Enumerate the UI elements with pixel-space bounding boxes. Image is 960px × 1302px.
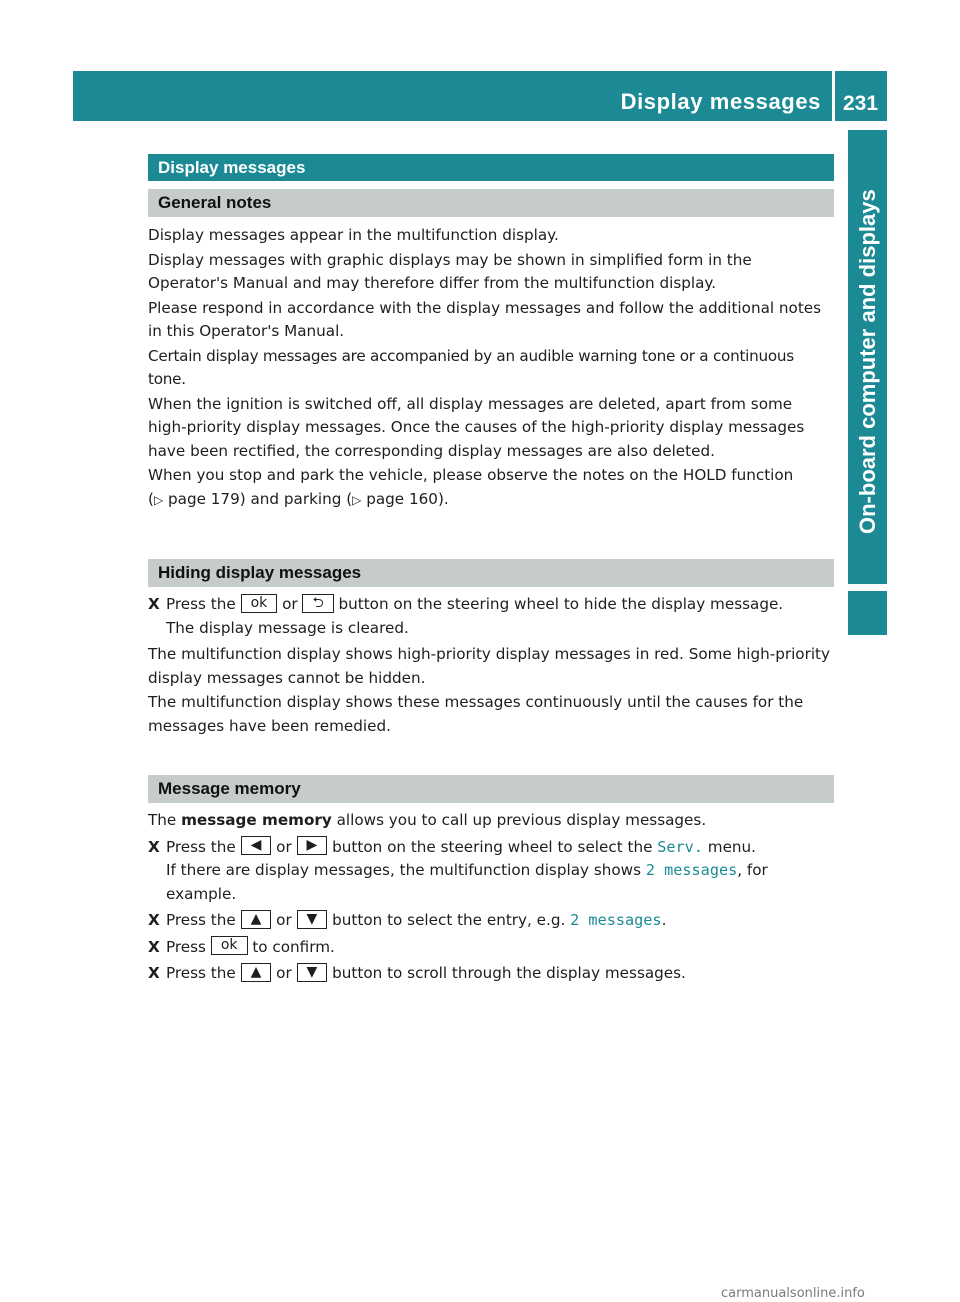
page-ref-icon: ▷	[153, 492, 164, 507]
step-hide-message: X Press the ok or ⮌ button on the steering wheel to hide the display message. The display message is cleared.	[148, 594, 784, 637]
step-scroll-messages: X Press the ▲ or ▼ button to scroll through the display messages.	[148, 962, 834, 986]
paragraph: When the ignition is switched off, all display messages are deleted, apart from some high-priority display messages. Once the causes of the high-priority display messages have been rectified, the corresponding display messages are also deleted.	[148, 394, 805, 460]
ok-key-icon: ok	[241, 594, 278, 613]
display-text-messages: 2 messages	[570, 911, 662, 929]
paragraph-hold-function: When you stop and park the vehicle, please observe the notes on the HOLD function (▷ page 179) and parking (▷ page 160).	[148, 466, 794, 508]
page-header	[73, 71, 887, 121]
paragraph: Display messages with graphic displays may be shown in simplified form in the Operator's Manual and may therefore differ from the multifunction display.	[148, 250, 752, 292]
memory-intro: The message memory allows you to call up previous display messages.	[148, 811, 707, 829]
paragraph: Display messages appear in the multifunction display.	[148, 226, 559, 244]
left-key-icon: ◀	[241, 836, 272, 855]
paragraph: Please respond in accordance with the display messages and follow the additional notes in this Operator's Manual.	[148, 298, 822, 340]
up-key-icon: ▲	[241, 963, 272, 982]
side-tab-block	[848, 591, 887, 635]
paragraph: The multifunction display shows high-priority display messages in red. Some high-priority display messages cannot be hidden.	[148, 645, 830, 687]
general-notes-heading: General notes	[148, 189, 834, 217]
paragraph: The multifunction display shows these messages continuously until the causes for the messages have been remedied.	[148, 693, 804, 735]
header-title: Display messages	[620, 89, 821, 114]
header-divider	[832, 71, 835, 121]
step-select-serv-menu: X Press the ◀ or ▶ button on the steering wheel to select the Serv. menu. If there are display messages, the multifunction display shows 2 messages, for example.	[148, 837, 768, 903]
up-key-icon: ▲	[241, 910, 272, 929]
section-heading: Display messages	[148, 154, 834, 181]
message-memory-body	[148, 809, 834, 986]
page-number: 231	[843, 92, 879, 115]
message-memory-heading: Message memory	[148, 775, 834, 803]
hiding-messages-body	[148, 593, 834, 738]
side-tab-label: On-board computer and displays	[855, 189, 880, 534]
step-marker: X	[148, 595, 160, 613]
general-notes-body	[148, 224, 834, 512]
step-select-entry: X Press the ▲ or ▼ button to select the entry, e.g. 2 messages.	[148, 909, 834, 933]
paragraph: Certain display messages are accompanied by an audible warning tone or a continuous tone.	[148, 346, 794, 388]
right-key-icon: ▶	[297, 836, 328, 855]
step-confirm: X Press ok to confirm.	[148, 936, 834, 960]
step-result: The display message is cleared.	[166, 618, 409, 637]
step-marker: X	[148, 837, 160, 856]
page-ref-icon: ▷	[352, 492, 362, 507]
serv-menu-label: Serv.	[657, 837, 703, 856]
step-marker: X	[148, 911, 160, 929]
down-key-icon: ▼	[297, 963, 328, 982]
back-key-icon: ⮌	[302, 594, 333, 613]
down-key-icon: ▼	[297, 910, 328, 929]
page-content	[148, 154, 834, 986]
display-text-messages: 2 messages	[645, 861, 738, 879]
ok-key-icon: ok	[211, 936, 248, 955]
step-marker: X	[148, 964, 160, 982]
step-marker: X	[148, 937, 160, 956]
hiding-messages-heading: Hiding display messages	[148, 559, 834, 587]
watermark: carmanualsonline.info	[721, 1286, 865, 1301]
